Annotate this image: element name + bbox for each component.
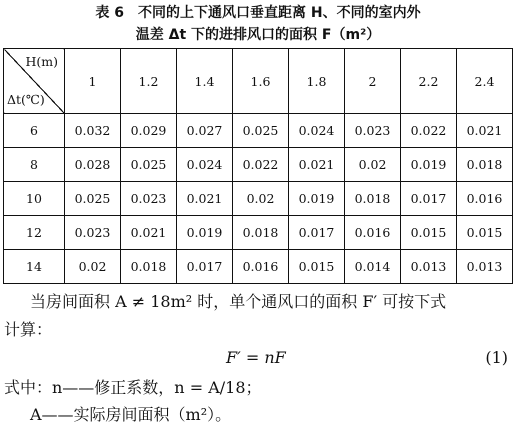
column-header-h: 1.4 <box>177 49 233 114</box>
table-cell: 0.02 <box>233 182 289 216</box>
table-cell: 0.022 <box>233 148 289 182</box>
table-cell: 0.024 <box>177 148 233 182</box>
table-cell: 0.024 <box>289 114 345 148</box>
table-cell: 0.02 <box>65 250 121 284</box>
table-cell: 0.016 <box>457 182 513 216</box>
table-cell: 0.027 <box>177 114 233 148</box>
table-cell: 0.018 <box>121 250 177 284</box>
table-row <box>4 250 513 284</box>
table-cell: 0.017 <box>289 216 345 250</box>
table-caption-line1: 表 6 不同的上下通风口垂直距离 H、不同的室内外 <box>95 5 421 21</box>
table-cell: 0.025 <box>121 148 177 182</box>
table-cell: 0.023 <box>65 216 121 250</box>
table-row <box>4 216 513 250</box>
table-cell: 0.018 <box>457 148 513 182</box>
table-cell: 0.032 <box>65 114 121 148</box>
paragraph-line2: 计算： <box>4 320 53 339</box>
row-header-dt: 6 <box>4 114 65 148</box>
row-header-dt: 8 <box>4 148 65 182</box>
table-cell: 0.019 <box>177 216 233 250</box>
column-header-h: 1 <box>65 49 121 114</box>
corner-label-height: H(m) <box>25 54 58 69</box>
table-cell: 0.02 <box>345 148 401 182</box>
formula: F′ = nF <box>226 348 286 367</box>
table-cell: 0.015 <box>457 216 513 250</box>
table-cell: 0.019 <box>401 148 457 182</box>
table-cell: 0.025 <box>233 114 289 148</box>
table-header-row <box>4 49 513 114</box>
table-cell: 0.019 <box>289 182 345 216</box>
table-cell: 0.014 <box>345 250 401 284</box>
table-cell: 0.021 <box>289 148 345 182</box>
table-cell: 0.015 <box>401 216 457 250</box>
table-cell: 0.022 <box>401 114 457 148</box>
table-cell: 0.017 <box>177 250 233 284</box>
table-cell: 0.029 <box>121 114 177 148</box>
column-header-h: 2.2 <box>401 49 457 114</box>
table-cell: 0.013 <box>401 250 457 284</box>
column-header-h: 1.8 <box>289 49 345 114</box>
table-cell: 0.017 <box>401 182 457 216</box>
where-line1: 式中：n——修正系数，n = A/18； <box>4 378 262 397</box>
table-cell: 0.021 <box>457 114 513 148</box>
column-header-h: 1.2 <box>121 49 177 114</box>
table-cell: 0.021 <box>121 216 177 250</box>
row-header-dt: 10 <box>4 182 65 216</box>
table-cell: 0.013 <box>457 250 513 284</box>
row-header-dt: 12 <box>4 216 65 250</box>
table-cell: 0.018 <box>345 182 401 216</box>
column-header-h: 2.4 <box>457 49 513 114</box>
table-row <box>4 114 513 148</box>
table-cell: 0.015 <box>289 250 345 284</box>
ventilation-area-table <box>3 48 513 284</box>
table-cell: 0.028 <box>65 148 121 182</box>
table-cell: 0.016 <box>345 216 401 250</box>
table-cell: 0.016 <box>233 250 289 284</box>
row-header-dt: 14 <box>4 250 65 284</box>
table-cell: 0.018 <box>233 216 289 250</box>
table-cell: 0.021 <box>177 182 233 216</box>
table-caption-line2: 温差 Δt 下的进排风口的面积 F（m²） <box>135 27 381 43</box>
paragraph-line1: 当房间面积 A ≠ 18m² 时，单个通风口的面积 F′ 可按下式 <box>30 292 447 311</box>
table-row <box>4 148 513 182</box>
table-corner-cell <box>4 49 65 114</box>
corner-label-temp-diff: Δt(℃) <box>7 92 45 107</box>
where-line2: A——实际房间面积（m²）。 <box>30 405 232 424</box>
table-cell: 0.023 <box>121 182 177 216</box>
column-header-h: 1.6 <box>233 49 289 114</box>
equation-number: (1) <box>485 348 508 367</box>
table-cell: 0.025 <box>65 182 121 216</box>
column-header-h: 2 <box>345 49 401 114</box>
table-cell: 0.023 <box>345 114 401 148</box>
table-row <box>4 182 513 216</box>
